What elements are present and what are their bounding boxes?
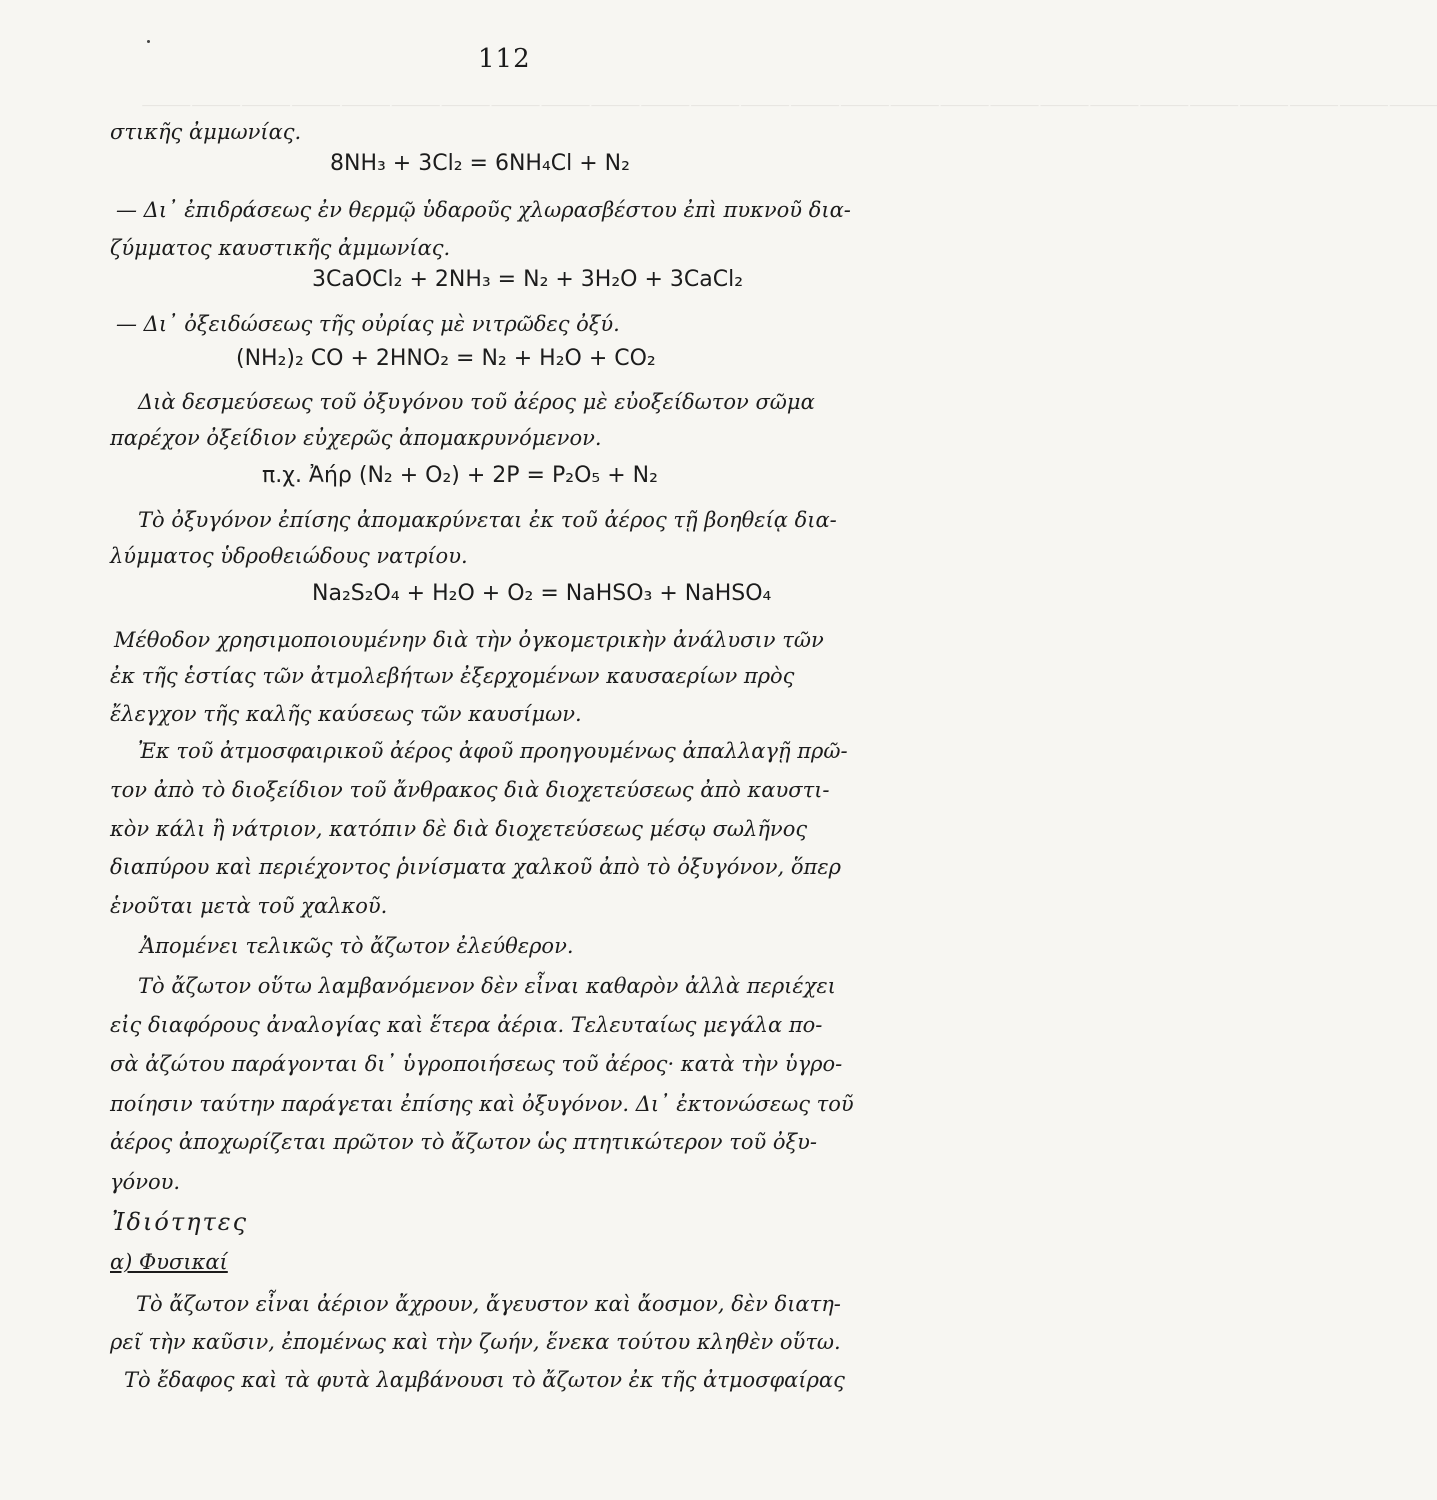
chemical-equation: (NH₂)₂ CO + 2HNO₂ = N₂ + H₂O + CO₂ [236,346,656,371]
text-line: Μέθοδον χρησιμοποιουμένην διὰ τὴν ὀγκομετρικὴν ἀνάλυσιν τῶν [114,628,824,652]
text-line: εἰς διαφόρους ἀναλογίας καὶ ἕτερα ἀέρια. Τελευταίως μεγάλα πο- [110,1013,823,1037]
text-line: σὰ ἀζώτου παράγονται δι᾽ ὑγροποιήσεως τοῦ ἀέρος· κατὰ τὴν ὑγρο- [110,1052,843,1076]
chemical-equation: π.χ. Ἀήρ (N₂ + O₂) + 2P = P₂O₅ + N₂ [262,463,658,488]
text-line: κὸν κάλι ἢ νάτριον, κατόπιν δὲ διὰ διοχετεύσεως μέσῳ σωλῆνος [110,817,808,841]
text-line: Τὸ ὀξυγόνον ἐπίσης ἀπομακρύνεται ἐκ τοῦ ἀέρος τῇ βοηθείᾳ δια- [138,508,837,532]
chemical-equation: 3CaOCl₂ + 2NH₃ = N₂ + 3H₂O + 3CaCl₂ [312,267,744,292]
text-line: τον ἀπὸ τὸ διοξείδιον τοῦ ἄνθρακος διὰ διοχετεύσεως ἀπὸ καυστι- [110,778,830,802]
section-heading: Ἰδιότητες [112,1208,249,1236]
page-number: 112 [478,44,531,74]
chemical-equation: Na₂S₂O₄ + H₂O + O₂ = NaHSO₃ + NaHSO₄ [312,581,772,606]
text-line: Διὰ δεσμεύσεως τοῦ ὀξυγόνου τοῦ ἀέρος μὲ εὐοξείδωτον σῶμα [138,390,815,414]
text-line: ποίησιν ταύτην παράγεται ἐπίσης καὶ ὀξυγόνον. Δι᾽ ἐκτονώσεως τοῦ [110,1092,854,1116]
text-line: Ἀπομένει τελικῶς τὸ ἄζωτον ἐλεύθερον. [140,934,574,958]
bleed-through-texture: ⸻⸻⸻⸻⸻⸻⸻⸻⸻⸻⸻⸻⸻⸻⸻⸻⸻⸻⸻⸻⸻⸻⸻⸻⸻⸻ [140,92,1437,116]
text-line: ἑνοῦται μετὰ τοῦ χαλκοῦ. [110,894,388,918]
text-line: στικῆς ἀμμωνίας. [110,120,302,144]
text-line: Τὸ ἔδαφος καὶ τὰ φυτὰ λαμβάνουσι τὸ ἄζωτον ἐκ τῆς ἀτμοσφαίρας [124,1368,845,1392]
text-line: διαπύρου καὶ περιέχοντος ῥινίσματα χαλκοῦ ἀπὸ τὸ ὀξυγόνον, ὅπερ [110,855,841,879]
text-line: ρεῖ τὴν καῦσιν, ἐπομένως καὶ τὴν ζωήν, ἕνεκα τούτου κληθὲν οὕτω. [110,1330,841,1354]
text-line: Τὸ ἄζωτον εἶναι ἀέριον ἄχρουν, ἄγευστον καὶ ἄοσμον, δὲν διατη- [136,1292,841,1316]
chemical-equation: 8NH₃ + 3Cl₂ = 6NH₄Cl + N₂ [330,151,630,176]
subsection-title: α) Φυσικαί [110,1250,228,1274]
text-line: ἀέρος ἀποχωρίζεται πρῶτον τὸ ἄζωτον ὡς πτητικώτερον τοῦ ὀξυ- [110,1130,817,1154]
text-line: παρέχον ὀξείδιον εὐχερῶς ἀπομακρυνόμενον. [110,426,602,450]
subsection-heading [110,1248,228,1276]
text-line: λύμματος ὑδροθειώδους νατρίου. [110,544,468,568]
text-line: γόνου. [110,1170,181,1194]
text-line: Ἐκ τοῦ ἀτμοσφαιρικοῦ ἀέρος ἀφοῦ προηγουμένως ἀπαλλαγῇ πρῶ- [138,739,848,763]
text-line: ζύμματος καυστικῆς ἀμμωνίας. [110,236,451,260]
text-line: Τὸ ἄζωτον οὕτω λαμβανόμενον δὲν εἶναι καθαρὸν ἀλλὰ περιέχει [138,974,836,998]
text-line: ἔλεγχον τῆς καλῆς καύσεως τῶν καυσίμων. [110,702,582,726]
ink-speck [147,40,150,43]
text-line: — Δι᾽ ἐπιδράσεως ἐν θερμῷ ὑδαροῦς χλωρασβέστου ἐπὶ πυκνοῦ δια- [116,198,851,222]
text-line: — Δι᾽ ὀξειδώσεως τῆς οὐρίας μὲ νιτρῶδες ὀξύ. [116,312,620,336]
text-line: ἐκ τῆς ἑστίας τῶν ἀτμολεβήτων ἐξερχομένων καυσαερίων πρὸς [110,664,795,688]
